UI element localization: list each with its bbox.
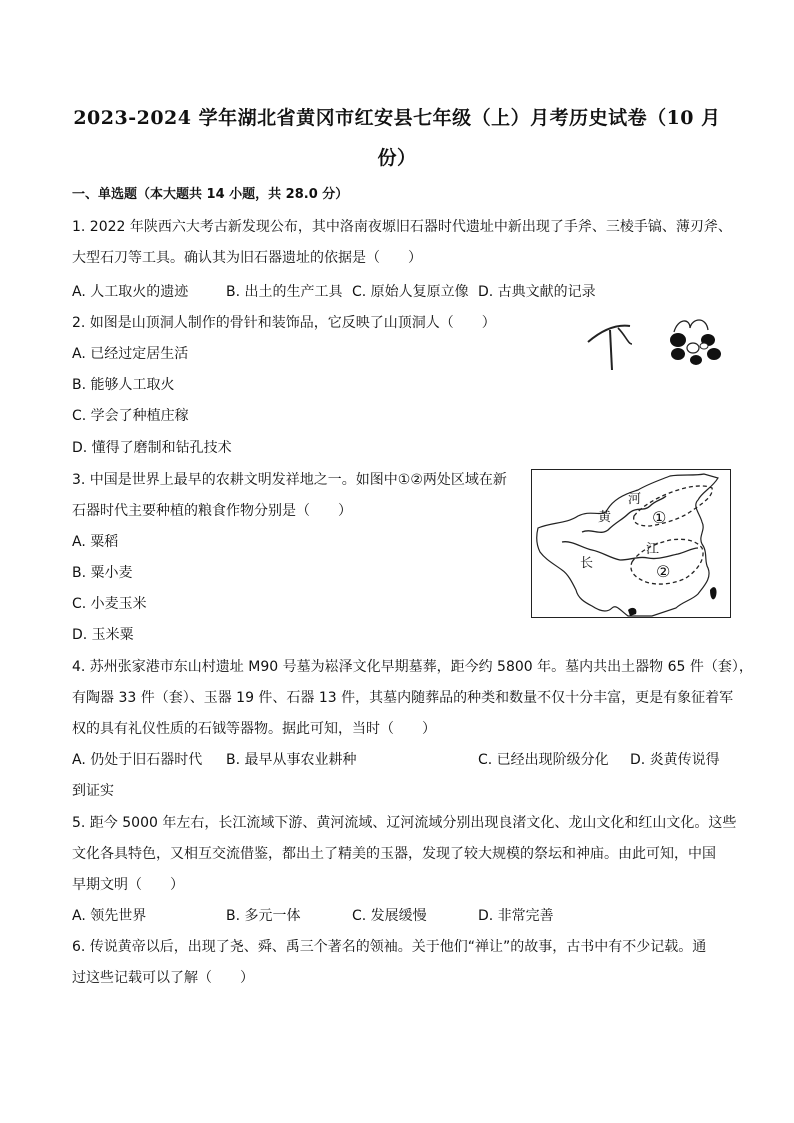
question-6-line-1: 6. 传说黄帝以后，出现了尧、舜、禹三个著名的领袖。关于他们“禅让”的故事，古书中有不少记载。通: [72, 939, 707, 955]
question-1-option-b: B. 出土的生产工具: [226, 284, 343, 300]
question-4-option-d-continuation: 到证实: [72, 783, 114, 799]
region-1-boundary: [634, 486, 713, 526]
question-5-line-2: 文化各具特色，又相互交流借鉴，都出土了精美的玉器，发现了较大规模的祭坛和神庙。由此可知，中国: [72, 846, 716, 862]
question-1-option-d: D. 古典文献的记录: [478, 284, 596, 300]
question-1-line-1: 1. 2022 年陕西六大考古新发现公布，其中洛南夜塬旧石器时代遗址中新出现了手斧、三棱手镐、薄刃斧、: [72, 219, 732, 235]
question-4-option-a: A. 仍处于旧石器时代: [72, 752, 203, 768]
question-3-option-d: D. 玉米粟: [72, 627, 134, 643]
exam-title-line-2: 份）: [377, 147, 417, 169]
bone-needle-and-ornaments-image: [582, 310, 732, 378]
hainan-island: [628, 608, 636, 616]
question-4-line-1: 4. 苏州张家港市东山村遗址 M90 号墓为崧泽文化早期墓葬，距今约 5800 年。墓内共出土器物 65 件（套），: [72, 659, 753, 675]
question-3-option-c: C. 小麦玉米: [72, 596, 147, 612]
question-3-line-1: 3. 中国是世界上最早的农耕文明发祥地之一。如图中①②两处区域在新: [72, 472, 507, 488]
ornaments-icon: [670, 320, 721, 365]
question-1-option-c: C. 原始人复原立像: [352, 284, 469, 300]
question-5-line-3: 早期文明（ ）: [72, 877, 184, 893]
question-1-line-2: 大型石刀等工具。确认其为旧石器遗址的依据是（ ）: [72, 250, 422, 266]
question-3-option-a: A. 粟稻: [72, 534, 119, 550]
map-label-region-2: ②: [656, 562, 671, 581]
question-1-option-a: A. 人工取火的遗迹: [72, 284, 189, 300]
question-4-option-b: B. 最早从事农业耕种: [226, 752, 357, 768]
question-5-option-c: C. 发展缓慢: [352, 908, 427, 924]
section-heading: 一、单选题（本大题共 14 小题，共 28.0 分）: [72, 187, 349, 202]
map-label-he: 河: [628, 492, 642, 507]
question-4-line-3: 权的具有礼仪性质的石钺等器物。据此可知，当时（ ）: [72, 721, 436, 737]
question-5-line-1: 5. 距今 5000 年左右，长江流域下游、黄河流域、辽河流域分别出现良渚文化、龙山文化和红山文化。这些: [72, 815, 737, 831]
map-label-huang: 黄: [598, 510, 612, 525]
question-4-option-c: C. 已经出现阶级分化: [478, 752, 609, 768]
question-4-option-d: D. 炎黄传说得: [630, 752, 720, 768]
question-2-option-b: B. 能够人工取火: [72, 377, 175, 393]
map-label-jiang: 江: [646, 542, 660, 557]
question-6-line-2: 过这些记载可以了解（ ）: [72, 970, 254, 986]
question-4-line-2: 有陶器 33 件（套）、玉器 19 件、石器 13 件，其墓内随葬品的种类和数量不仅十分丰富，更是有象征着军: [72, 690, 734, 706]
question-2-line-1: 2. 如图是山顶洞人制作的骨针和装饰品，它反映了山顶洞人（ ）: [72, 315, 496, 331]
question-3-line-2: 石器时代主要种植的粮食作物分别是（ ）: [72, 503, 352, 519]
question-2-option-d: D. 懂得了磨制和钻孔技术: [72, 440, 232, 456]
map-label-region-1: ①: [652, 508, 667, 527]
question-2-option-a: A. 已经过定居生活: [72, 346, 189, 362]
map-label-chang: 长: [580, 556, 594, 571]
question-5-option-a: A. 领先世界: [72, 908, 147, 924]
question-5-option-d: D. 非常完善: [478, 908, 554, 924]
question-3-option-b: B. 粟小麦: [72, 565, 133, 581]
taiwan-island: [710, 587, 717, 599]
china-map-figure: [531, 469, 731, 618]
question-5-option-b: B. 多元一体: [226, 908, 301, 924]
exam-title-line-1: 2023-2024 学年湖北省黄冈市红安县七年级（上）月考历史试卷（10 月: [73, 107, 721, 129]
question-2-option-c: C. 学会了种植庄稼: [72, 408, 189, 424]
